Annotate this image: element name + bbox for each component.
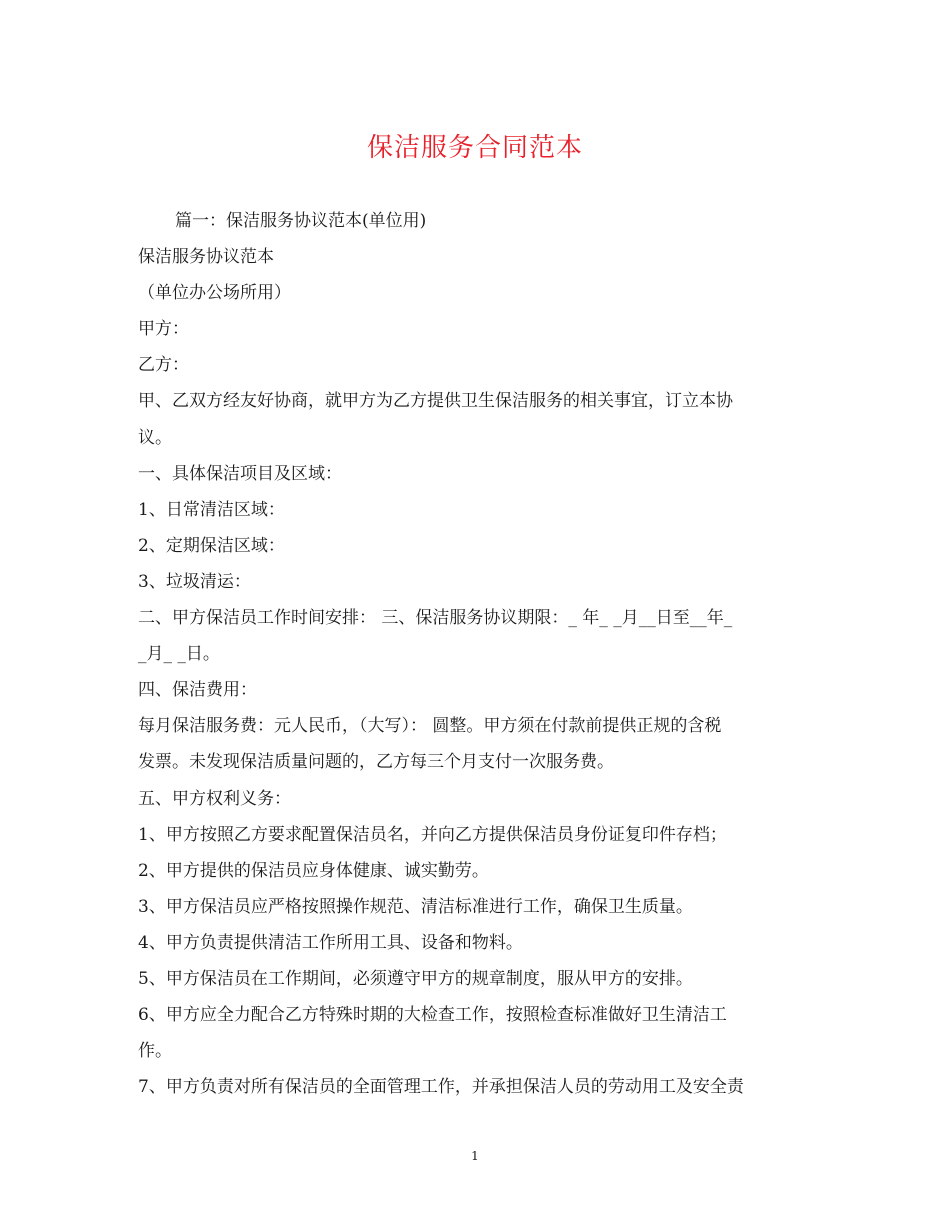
text-line: 四、保洁费用： — [138, 680, 257, 701]
document-title: 保洁服务合同范本 — [366, 133, 583, 163]
text-line: 6、甲方应全力配合乙方特殊时期的大检查工作，按照检查标准做好卫生清洁工 — [138, 1005, 727, 1026]
text-line: 3、垃圾清运： — [138, 571, 251, 592]
text-line: 议。 — [138, 427, 172, 448]
text-line: 7、甲方负责对所有保洁员的全面管理工作，并承担保洁人员的劳动用工及安全责 — [138, 1077, 744, 1098]
text-line: 乙方： — [138, 355, 189, 376]
page-number: 1 — [471, 1149, 479, 1163]
text-line: 甲、乙双方经友好协商，就甲方为乙方提供卫生保洁服务的相关事宜，订立本协 — [138, 391, 733, 412]
text-line: 二、甲方保洁员工作时间安排： 三、保洁服务协议期限：_ 年_ _月__日至__年_ — [138, 608, 733, 629]
text-line: 1、日常清洁区域： — [138, 499, 285, 520]
text-line: 保洁服务协议范本 — [138, 247, 274, 268]
text-line: _月_ _日。 — [138, 644, 220, 665]
text-line: 每月保洁服务费：元人民币，（大写）： 圆整。甲方须在付款前提供正规的含税 — [138, 716, 722, 737]
text-line: 五、甲方权利义务： — [138, 788, 291, 809]
text-line: 2、定期保洁区域： — [138, 535, 285, 556]
text-line: 一、具体保洁项目及区域： — [138, 463, 342, 484]
text-line: 5、甲方保洁员在工作期间，必须遵守甲方的规章制度，服从甲方的安排。 — [138, 968, 693, 989]
text-line: 2、甲方提供的保洁员应身体健康、诚实勤劳。 — [138, 860, 489, 881]
text-line: 发票。未发现保洁质量问题的，乙方每三个月支付一次服务费。 — [138, 752, 614, 773]
document-body — [138, 203, 818, 1105]
text-line: 甲方： — [138, 319, 189, 340]
text-line: 作。 — [138, 1041, 172, 1062]
section-heading: 篇一：保洁服务协议范本(单位用) — [175, 211, 427, 231]
text-line: 3、甲方保洁员应严格按照操作规范、清洁标准进行工作，确保卫生质量。 — [138, 896, 693, 917]
text-line: 4、甲方负责提供清洁工作所用工具、设备和物料。 — [138, 932, 523, 953]
text-line: （单位办公场所用） — [138, 283, 291, 304]
text-line: 1、甲方按照乙方要求配置保洁员名，并向乙方提供保洁员身份证复印件存档； — [138, 824, 727, 845]
